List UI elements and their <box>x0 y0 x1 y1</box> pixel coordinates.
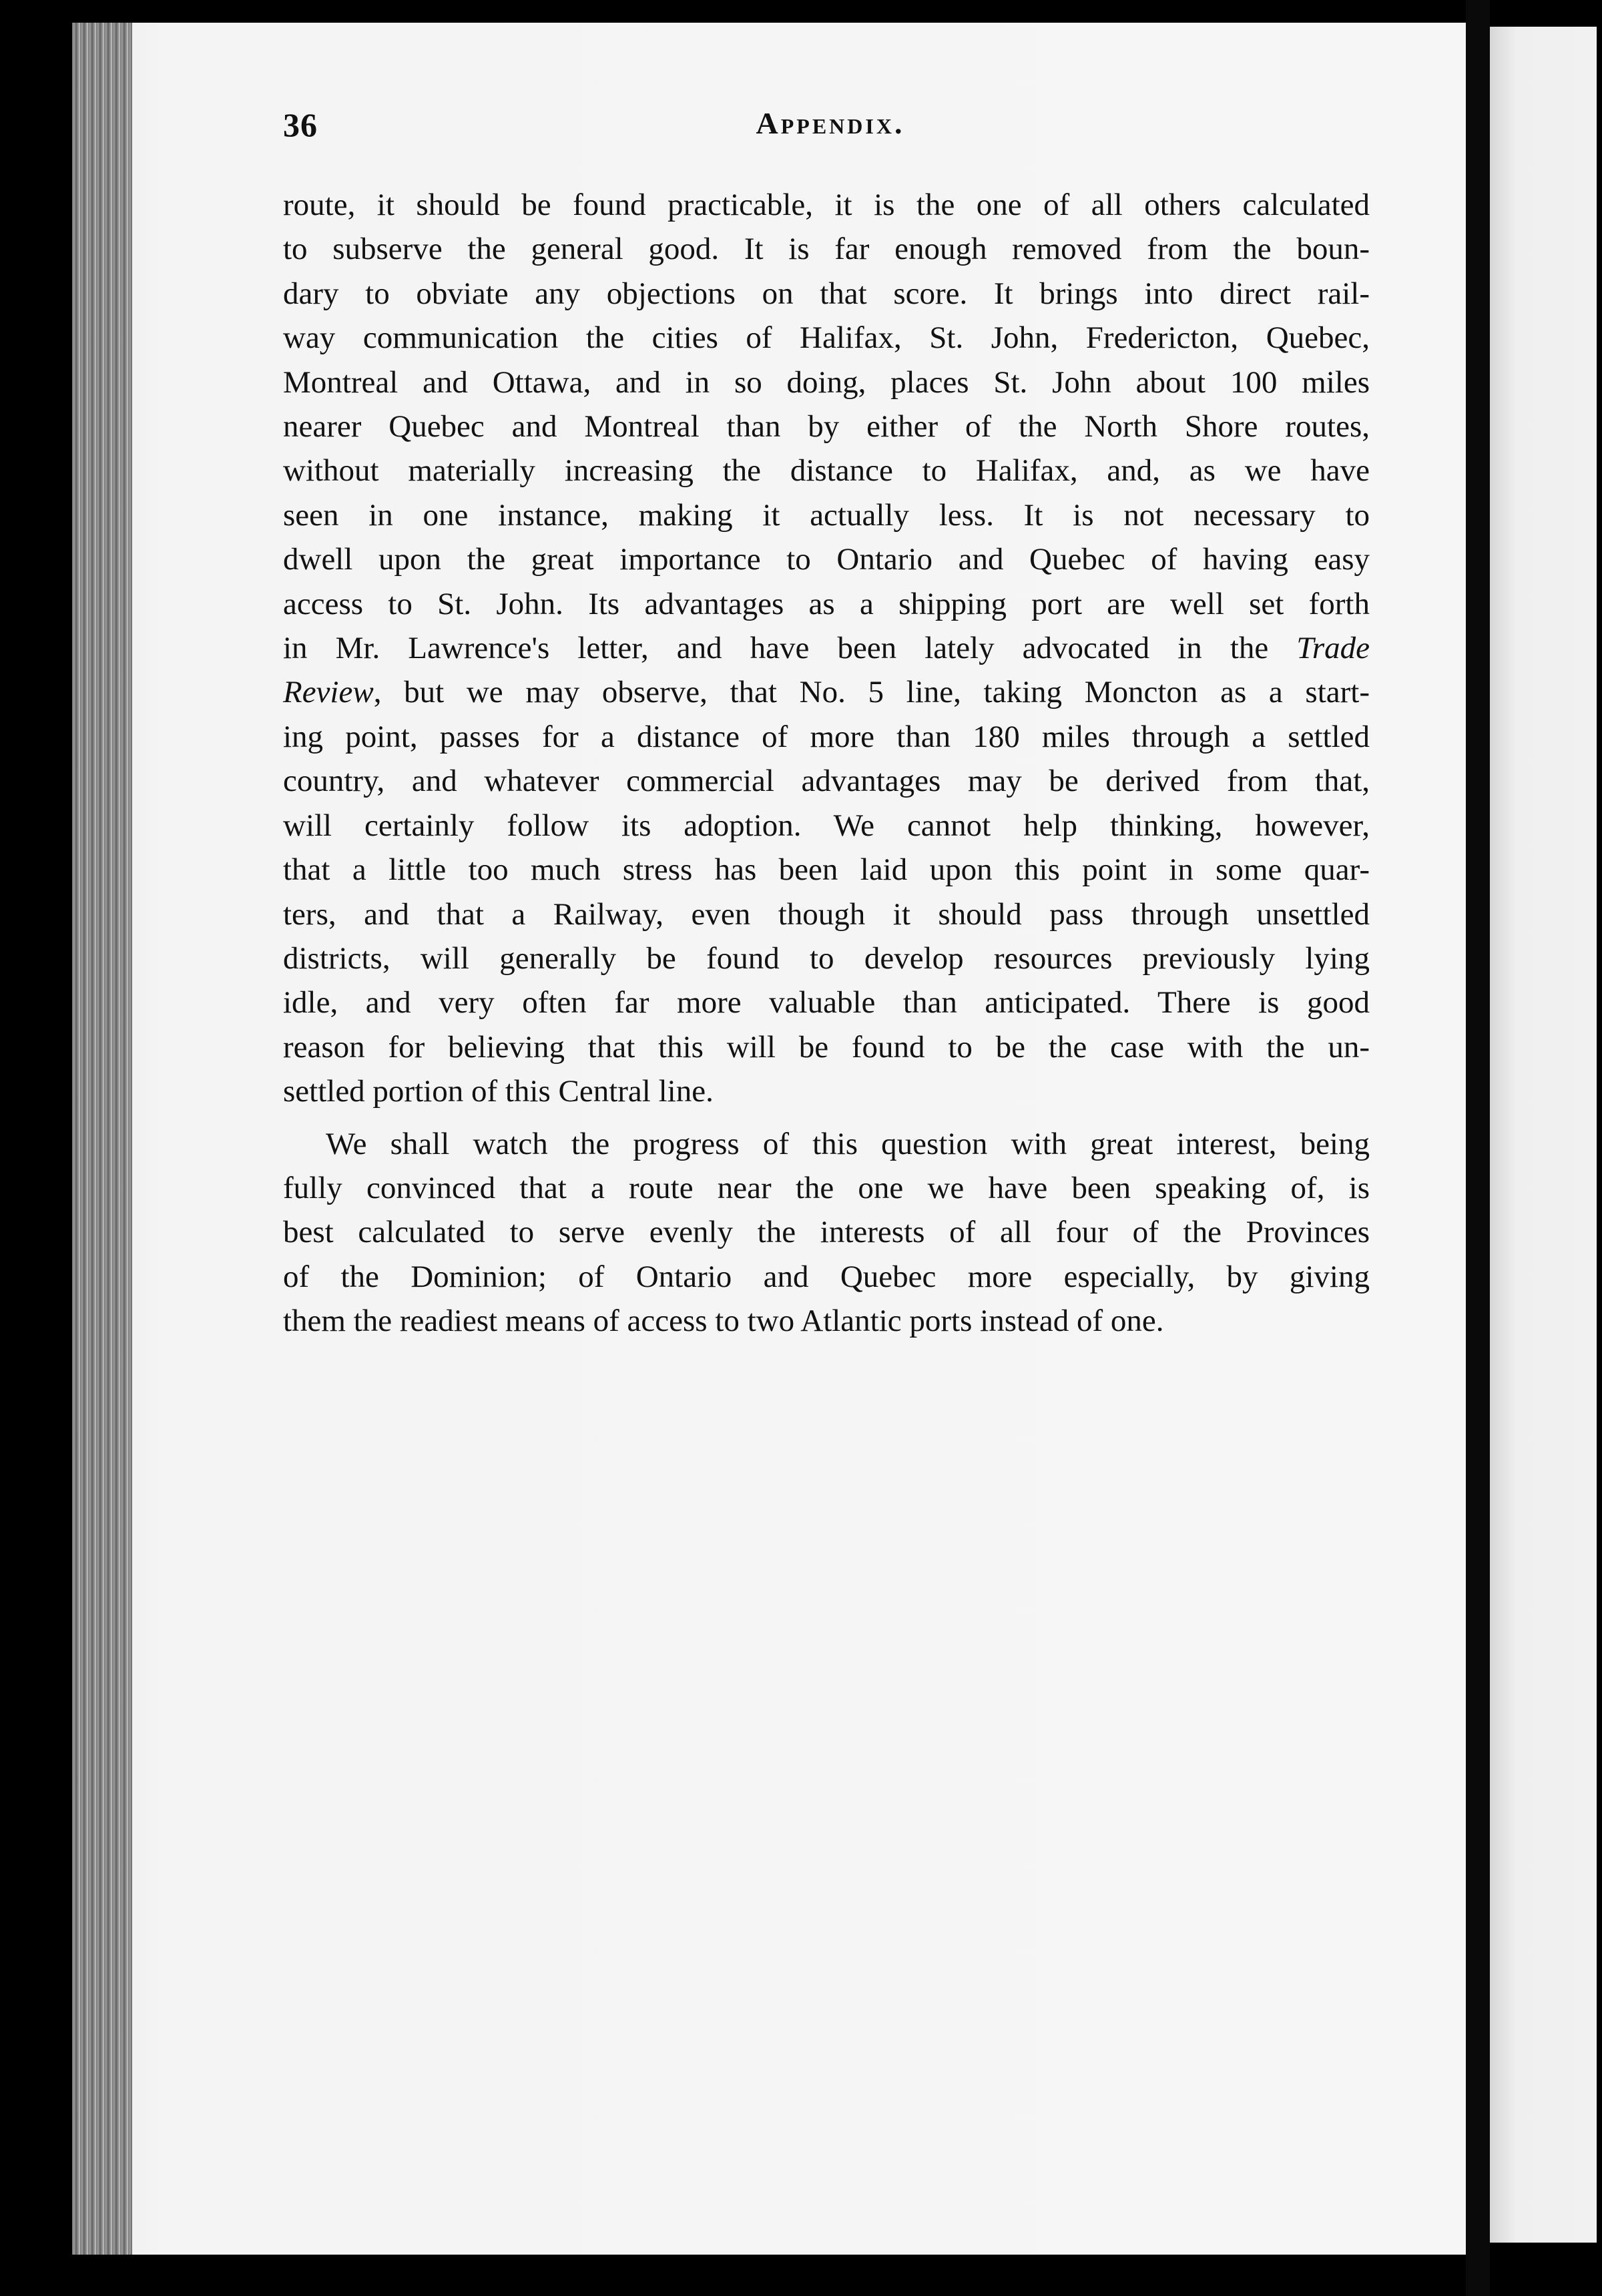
text-line-with-italic <box>283 626 1370 670</box>
text-line: best calculated to serve evenly the interests of all four of the Provinces <box>283 1215 1370 1250</box>
text-line: settled portion of this Central line. <box>283 1074 714 1109</box>
text-line: nearer Quebec and Montreal than by either of the North Shore routes, <box>283 409 1370 445</box>
running-title: Appendix. <box>756 106 905 140</box>
text-line: country, and whatever commercial advantages may be derived from that, <box>283 764 1370 799</box>
text-line: route, it should be found practicable, it is the one of all others calculated <box>283 188 1370 222</box>
binding-gutter <box>1466 0 1490 2296</box>
text-line: access to St. John. Its advantages as a shipping port are well set forth <box>283 586 1370 621</box>
facing-page-sliver <box>1490 27 1597 2243</box>
italic-trade: Trade <box>1296 631 1370 666</box>
text-line: will certainly follow its adoption. We cannot help thinking, however, <box>283 808 1370 843</box>
text-segment: , but we may observe, that No. 5 line, taking Moncton as a start- <box>373 675 1370 710</box>
text-line: reason for believing that this will be found to be the case with the un- <box>283 1029 1370 1065</box>
text-line: dwell upon the great importance to Ontario and Quebec of having easy <box>283 542 1370 577</box>
text-line: seen in one instance, making it actually less. It is not necessary to <box>283 497 1370 533</box>
text-segment: in Mr. Lawrence's letter, and have been lately advocated in the <box>283 631 1297 666</box>
text-line: fully convinced that a route near the one we have been speaking of, is <box>283 1170 1370 1205</box>
text-line-with-italic <box>283 670 1370 714</box>
text-line: them the readiest means of access to two Atlantic ports instead of one. <box>283 1304 1164 1339</box>
text-line: way communication the cities of Halifax, St. John, Fredericton, Quebec, <box>283 320 1370 356</box>
text-line: dary to obviate any objections on that score. It brings into direct rail- <box>283 276 1370 311</box>
body-text <box>283 183 1370 1344</box>
text-line: to subserve the general good. It is far enough removed from the boun- <box>283 232 1370 267</box>
text-line: without materially increasing the distance to Halifax, and, as we have <box>283 453 1370 489</box>
page-edge-strip <box>72 23 132 2255</box>
text-line: Montreal and Ottawa, and in so doing, places St. John about 100 miles <box>283 364 1370 400</box>
text-line: of the Dominion; of Ontario and Quebec more especially, by giving <box>283 1259 1370 1294</box>
text-line: idle, and very often far more valuable than anticipated. There is good <box>283 985 1370 1021</box>
paragraph-2 <box>283 1122 1370 1344</box>
text-line: ters, and that a Railway, even though it should pass through unsettled <box>283 896 1370 932</box>
paragraph-1 <box>283 183 1370 1114</box>
running-head <box>283 105 1378 159</box>
text-line: districts, will generally be found to develop resources previously lying <box>283 940 1370 976</box>
page-number: 36 <box>283 106 318 144</box>
text-line: that a little too much stress has been laid upon this point in some quar- <box>283 852 1370 888</box>
italic-review: Review <box>283 675 374 710</box>
text-line: ing point, passes for a distance of more than 180 miles through a settled <box>283 719 1370 754</box>
text-line: We shall watch the progress of this question with great interest, being <box>326 1126 1370 1161</box>
